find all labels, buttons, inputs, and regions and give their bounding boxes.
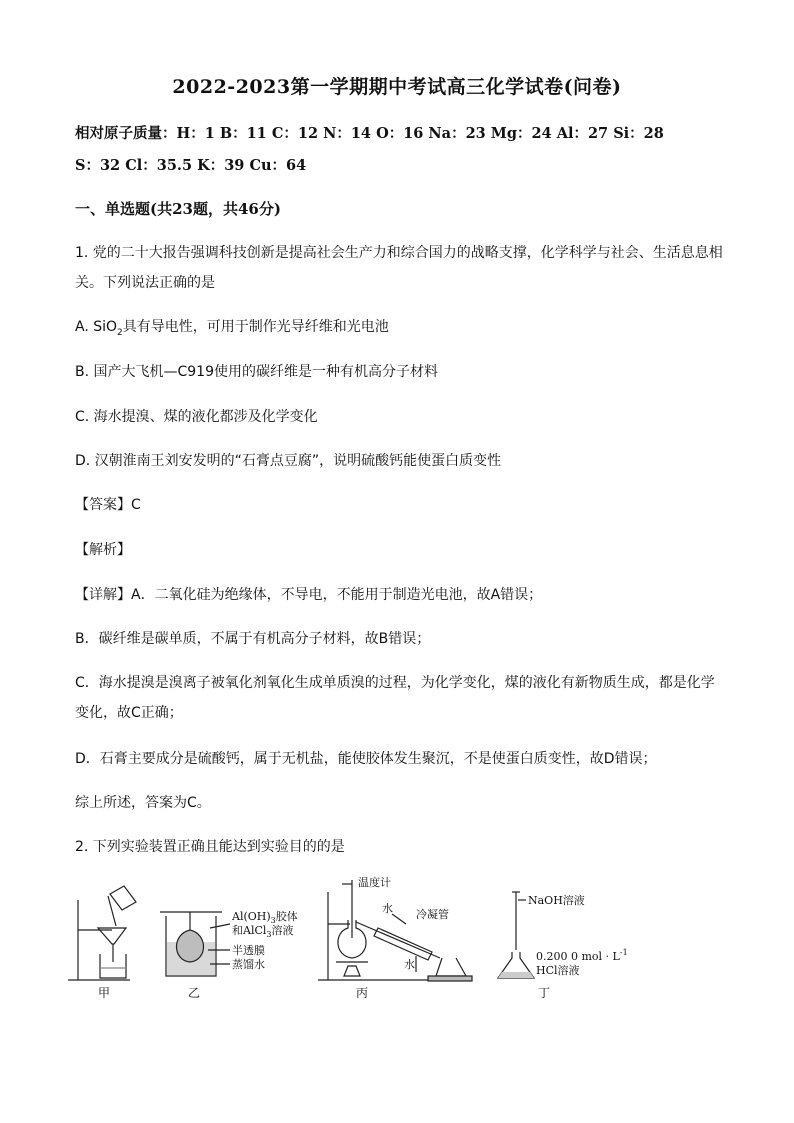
q1-option-a-sub: 2 xyxy=(117,327,123,338)
answer-label: 【答案】 xyxy=(75,497,131,513)
q1-summary: 综上所述，答案为C。 xyxy=(75,795,211,811)
figure-label-bing: 丙 xyxy=(356,986,369,1000)
q1-detail-3b: 变化，故C正确； xyxy=(75,705,183,721)
q1-option-d: D. 汉朝淮南王刘安发明的“石膏点豆腐”，说明硫酸钙能使蛋白质变性 xyxy=(75,453,502,469)
figure-jia-filtration xyxy=(68,886,136,980)
ding-label-naoh: NaOH溶液 xyxy=(528,894,585,907)
ding-label-hcl: HCl溶液 xyxy=(536,964,580,977)
q1-detail-4: D．石膏主要成分是硫酸钙，属于无机盐，能使胶体发生聚沉，不是使蛋白质变性，故D错误； xyxy=(75,751,657,767)
q1-detail-3a: C．海水提溴是溴离子被氧化剂氧化生成单质溴的过程，为化学变化，煤的液化有新物质生成，都是化学 xyxy=(75,675,715,691)
q1-stem-line-2: 关。下列说法正确的是 xyxy=(75,275,215,291)
bing-label-thermometer: 温度计 xyxy=(358,876,391,889)
q1-stem-line-1: 1. 党的二十大报告强调科技创新是提高社会生产力和综合国力的战略支撑，化学科学与社会、生活息息相 xyxy=(75,245,723,261)
q1-option-c: C. 海水提溴、煤的液化都涉及化学变化 xyxy=(75,409,318,425)
q1-option-b: B. 国产大飞机—C919使用的碳纤维是一种有机高分子材料 xyxy=(75,364,439,380)
bing-label-condenser: 冷凝管 xyxy=(416,908,449,921)
q1-option-a xyxy=(75,312,725,348)
figure-yi-dialysis xyxy=(160,912,230,976)
q1-detail-2: B．碳纤维是碳单质，不属于有机高分子材料，故B错误； xyxy=(75,631,431,647)
answer-value: C xyxy=(131,497,141,513)
figure-bing-distillation xyxy=(318,880,472,981)
figure-label-jia: 甲 xyxy=(98,986,111,1000)
q1-option-a-post: 具有导电性，可用于制作光导纤维和光电池 xyxy=(122,319,389,335)
q1-detail-1: 【详解】A．二氧化硅为绝缘体，不导电，不能用于制造光电池，故A错误； xyxy=(75,587,543,603)
bing-label-water-2: 水 xyxy=(404,958,415,971)
q1-analysis-label: 【解析】 xyxy=(75,542,131,558)
figure-label-ding: 丁 xyxy=(538,986,551,1000)
apparatus-figures xyxy=(60,872,700,1007)
q1-answer xyxy=(75,490,725,520)
section-heading: 一、单选题(共23题，共46分) xyxy=(75,200,281,218)
yi-label-membrane: 半透膜 xyxy=(232,944,265,957)
atomic-mass-line-1: 相对原子质量：H：1 B：11 C：12 N：14 O：16 Na：23 Mg：24 Al：27 Si：28 xyxy=(75,125,664,142)
ding-label-concentration: 0.200 0 mol · $L^{-1}$ xyxy=(536,948,628,963)
yi-label-solution: 和AlCl$_3$溶液 xyxy=(232,924,294,939)
yi-label-water: 蒸馏水 xyxy=(232,958,265,971)
q2-stem: 2. 下列实验装置正确且能达到实验目的的是 xyxy=(75,839,345,855)
yi-label-colloid: $Al(OH)_3$胶体 xyxy=(232,910,298,925)
atomic-mass-line-2: S：32 Cl：35.5 K：39 Cu：64 xyxy=(75,157,307,174)
page-title: 2022-2023第一学期期中考试高三化学试卷(问卷) xyxy=(172,76,622,98)
figure-label-yi: 乙 xyxy=(188,986,201,1000)
q1-option-a-pre: A. SiO xyxy=(75,319,118,335)
bing-label-water-1: 水 xyxy=(382,902,393,915)
